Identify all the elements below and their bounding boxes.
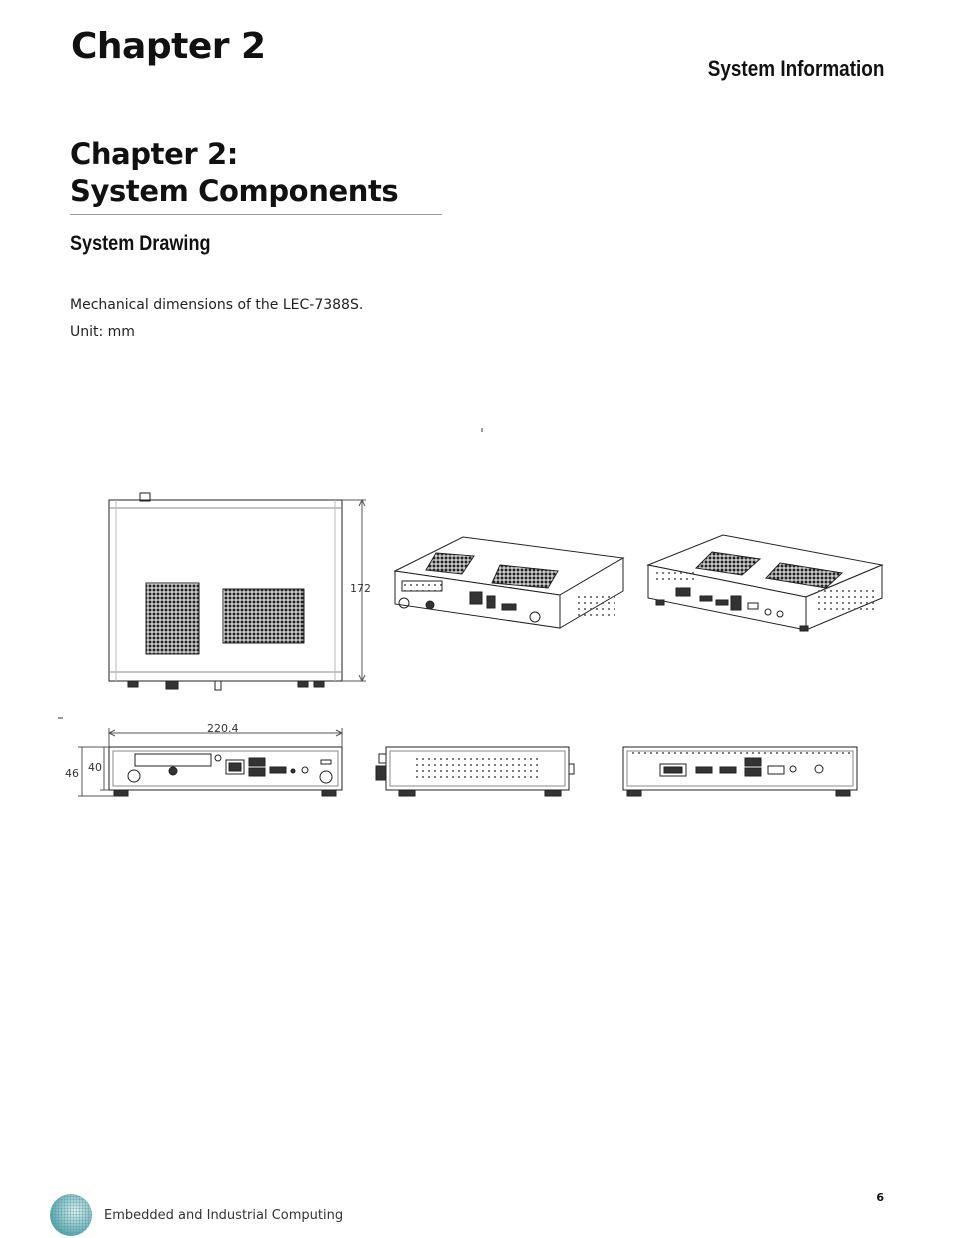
unit-text: Unit: mm (70, 324, 135, 340)
chapter-label: Chapter 2 (71, 26, 266, 67)
isometric-view-rear (648, 535, 882, 631)
chapter-title (70, 136, 442, 215)
top-view-drawing (109, 493, 366, 690)
rear-view-drawing (623, 747, 857, 796)
height-body-dimension: 40 (88, 761, 102, 774)
height-total-dimension: 46 (65, 767, 79, 780)
width-dimension: 220.4 (207, 722, 239, 735)
section-label: System Information (707, 56, 884, 81)
side-view-drawing (376, 747, 574, 796)
chapter-title-line1: Chapter 2: (70, 137, 238, 171)
company-logo (48, 1192, 94, 1238)
system-drawing-heading: System Drawing (70, 232, 211, 255)
page-number: 6 (876, 1191, 884, 1204)
isometric-view-front (395, 537, 623, 628)
depth-dimension: 172 (350, 582, 371, 595)
front-view-drawing (78, 728, 342, 796)
description-text: Mechanical dimensions of the LEC-7388S. (70, 297, 364, 313)
footer-company-text: Embedded and Industrial Computing (104, 1208, 344, 1223)
system-drawing (0, 420, 954, 820)
chapter-title-line2: System Components (70, 174, 399, 208)
